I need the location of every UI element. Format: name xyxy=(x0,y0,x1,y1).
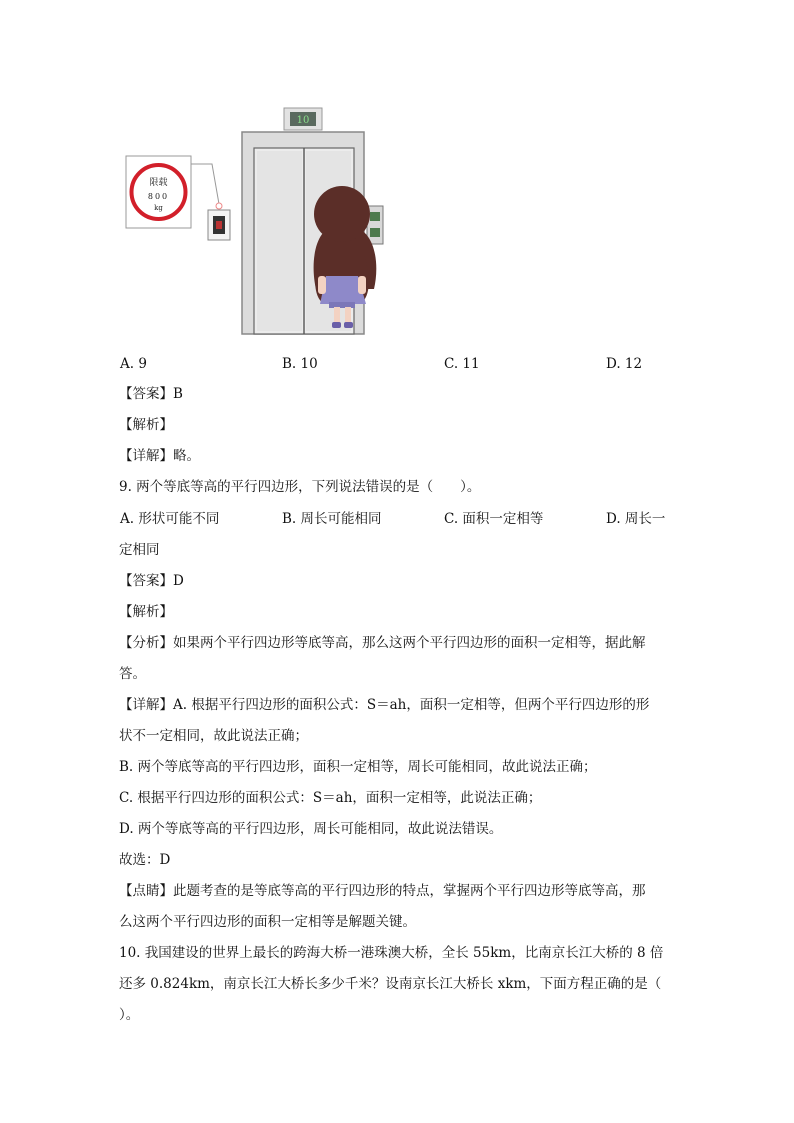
floor-display xyxy=(284,108,322,130)
q9-detail-b: B. 两个等底等高的平行四边形，面积一定相等，周长可能相同，故此说法正确； xyxy=(119,759,597,775)
q8-option-c: C. 11 xyxy=(444,356,480,372)
q9-detail-c: C. 根据平行四边形的面积公式：S＝ah，面积一定相等，此说法正确； xyxy=(119,790,542,806)
elevator-illustration xyxy=(124,104,404,336)
q9-option-d: D. 周长一 xyxy=(606,511,666,527)
q10-line-2: 还多 0.824km，南京长江大桥长多少千米？设南京长江大桥长 xkm，下面方程正确的是（ xyxy=(119,976,662,992)
q10-line-3: ）。 xyxy=(119,1007,140,1023)
q9-fenxi-1: 【分析】如果两个平行四边形等底等高，那么这两个平行四边形的面积一定相等，据此解 xyxy=(119,635,646,651)
outside-indicator-panel xyxy=(208,210,230,240)
load-limit-sign xyxy=(126,156,191,228)
q8-answer: 【答案】B xyxy=(119,386,183,402)
q9-detail-2: 状不一定相同，故此说法正确； xyxy=(119,728,308,744)
q9-option-d-cont: 定相同 xyxy=(119,542,160,558)
q9-detail-d: D. 两个等底等高的平行四边形，周长可能相同，故此说法错误。 xyxy=(119,821,503,837)
q9-choose: 故选：D xyxy=(119,852,171,868)
q9-option-a: A. 形状可能不同 xyxy=(120,511,220,527)
q8-option-d: D. 12 xyxy=(606,356,643,372)
sign-weight: 800 xyxy=(147,192,170,201)
connector-line xyxy=(191,164,219,204)
sign-unit: kg xyxy=(154,204,163,212)
q9-detail-1: 【详解】A. 根据平行四边形的面积公式：S＝ah，面积一定相等，但两个平行四边形的形 xyxy=(119,697,650,713)
q8-option-b: B. 10 xyxy=(282,356,318,372)
q9-analysis: 【解析】 xyxy=(119,604,173,620)
q9-answer: 【答案】D xyxy=(119,573,184,589)
svg-text:10: 10 xyxy=(296,115,310,126)
q8-analysis: 【解析】 xyxy=(119,417,173,433)
q9-dianjing-2: 么这两个平行四边形的面积一定相等是解题关键。 xyxy=(119,914,416,930)
q9-fenxi-2: 答。 xyxy=(119,666,146,682)
q8-option-a: A. 9 xyxy=(120,356,147,372)
q10-line-1: 10. 我国建设的世界上最长的跨海大桥一港珠澳大桥，全长 55km，比南京长江大桥的 8 倍 xyxy=(119,945,664,961)
q9-option-c: C. 面积一定相等 xyxy=(444,511,544,527)
q9-option-b: B. 周长可能相同 xyxy=(282,511,382,527)
q9-dianjing-1: 【点睛】此题考查的是等底等高的平行四边形的特点，掌握两个平行四边形等底等高，那 xyxy=(119,883,646,899)
sign-title: 限载 xyxy=(149,178,168,188)
q8-detail: 【详解】略。 xyxy=(119,448,200,464)
q9-stem: 9. 两个等底等高的平行四边形，下列说法错误的是（ ）。 xyxy=(119,479,481,495)
